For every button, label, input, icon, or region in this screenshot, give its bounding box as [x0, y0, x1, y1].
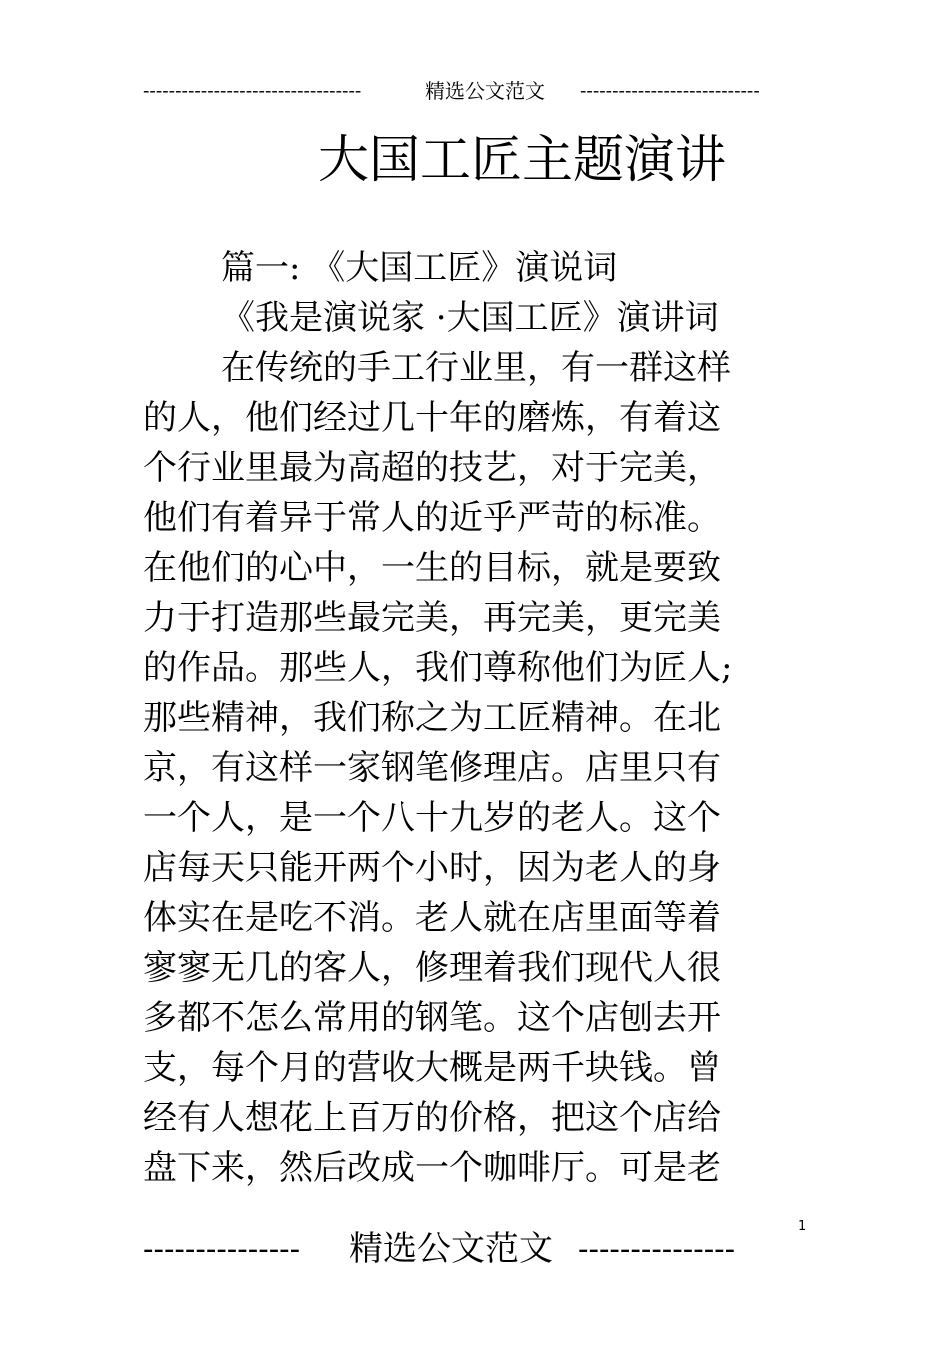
paragraph-line: 一个人，是一个八十九岁的老人。这个: [143, 798, 721, 838]
header-label: 精选公文范文: [425, 79, 545, 103]
paragraph-line: 力于打造那些最完美，再完美，更完美: [143, 598, 721, 638]
paragraph-line: 体实在是吃不消。老人就在店里面等着: [143, 898, 721, 938]
footer-dashes-left: ---------------: [143, 1231, 301, 1267]
header-dashes-left: ----------------------------------: [143, 80, 362, 102]
paragraph-line: 在传统的手工行业里，有一群这样: [221, 348, 731, 388]
paragraph-line: 支，每个月的营收大概是两千块钱。曾: [143, 1048, 721, 1088]
paragraph-line: 店每天只能开两个小时，因为老人的身: [143, 848, 721, 888]
page-header: [143, 76, 775, 106]
paragraph-line: 盘下来，然后改成一个咖啡厅。可是老: [143, 1148, 721, 1188]
paragraph-line: 多都不怎么常用的钢笔。这个店刨去开: [143, 998, 721, 1038]
header-dashes-right: ----------------------------: [580, 80, 760, 102]
paragraph-line: 的人，他们经过几十年的磨炼，有着这: [143, 398, 721, 438]
footer-dashes-right: ---------------: [578, 1231, 736, 1267]
paragraph-line: 个行业里最为高超的技艺，对于完美，: [143, 448, 721, 488]
page-footer: [143, 1226, 783, 1272]
section-heading: 篇一: 《大国工匠》演说词: [221, 248, 618, 288]
paragraph-line: 他们有着异于常人的近乎严苛的标准。: [143, 498, 721, 538]
page-number: 1: [798, 1219, 807, 1234]
paragraph-line: 的作品。那些人，我们尊称他们为匠人;: [143, 648, 733, 688]
paragraph-line: 寥寥无几的客人，修理着我们现代人很: [143, 948, 721, 988]
paragraph-line: 那些精神，我们称之为工匠精神。在北: [143, 698, 721, 738]
speech-subtitle: 《我是演说家 ·大国工匠》演讲词: [221, 298, 719, 338]
paragraph-line: 经有人想花上百万的价格，把这个店给: [143, 1098, 721, 1138]
footer-label: 精选公文范文: [349, 1229, 553, 1269]
paragraph-line: 在他们的心中，一生的目标，就是要致: [143, 548, 721, 588]
document-title: 大国工匠主题演讲: [318, 131, 727, 190]
paragraph-line: 京，有这样一家钢笔修理店。店里只有: [143, 748, 721, 788]
